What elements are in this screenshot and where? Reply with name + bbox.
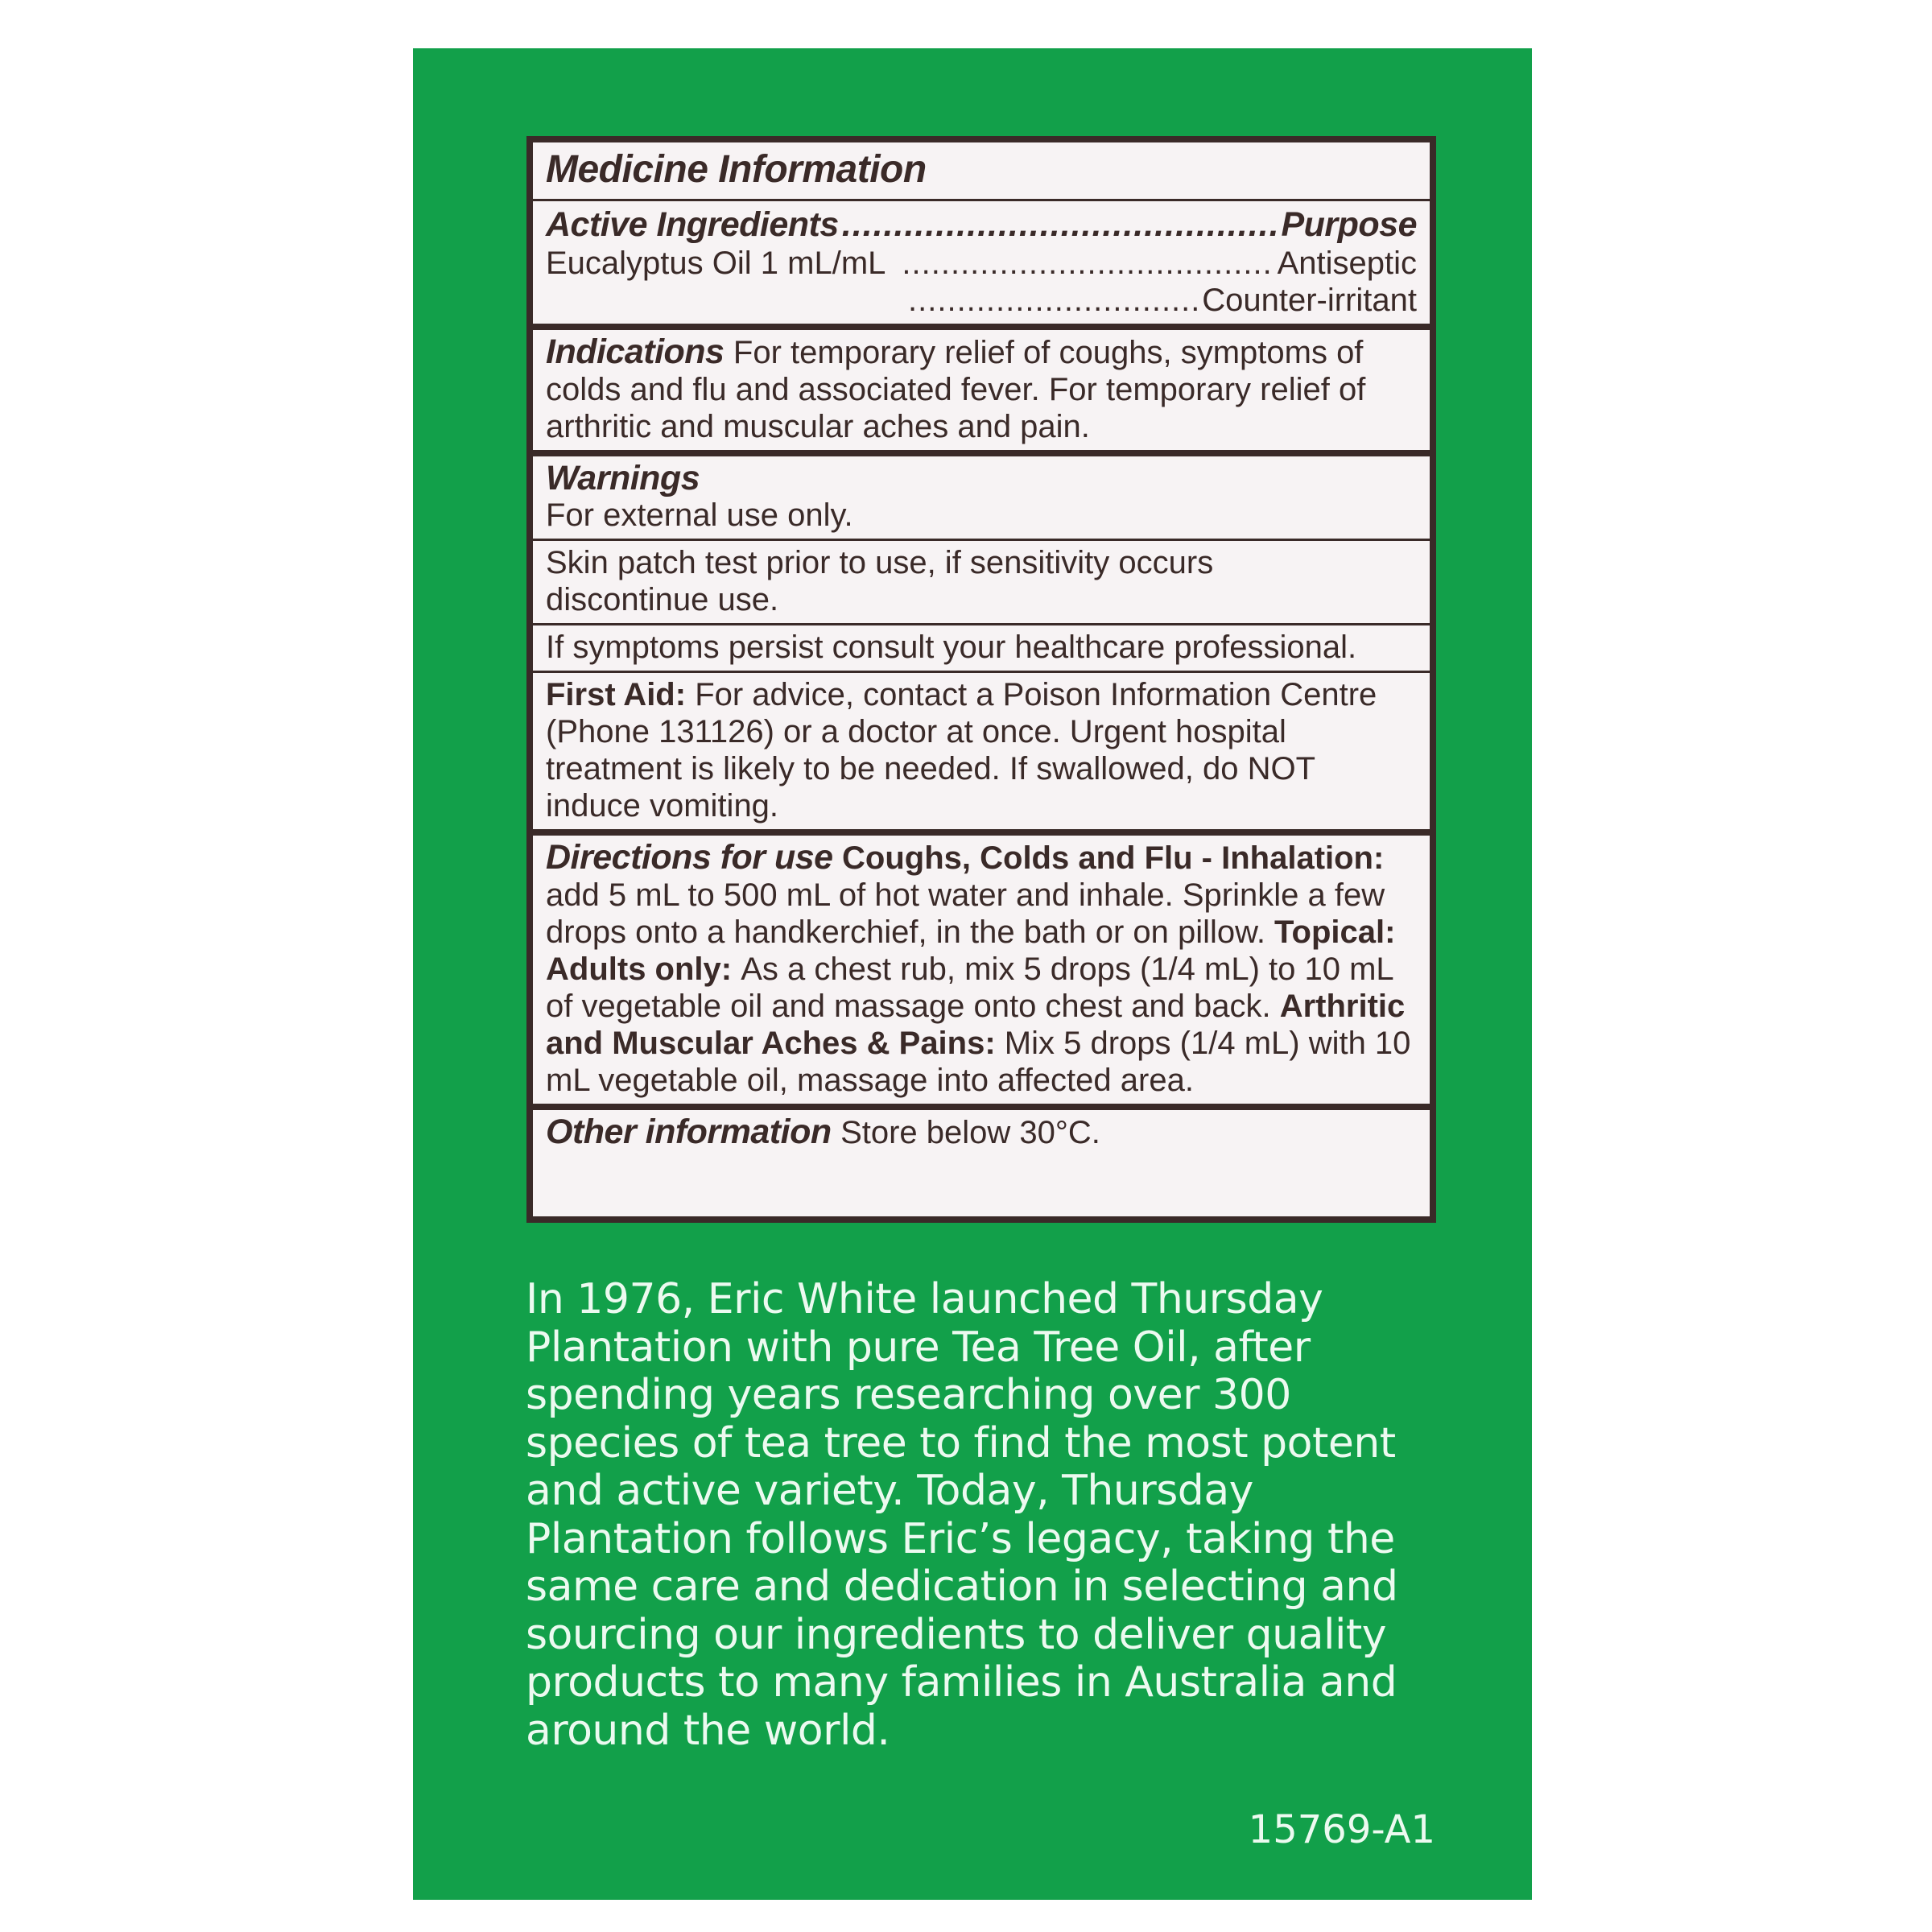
brand-story-paragraph: In 1976, Eric White launched Thursday Plantation with pure Tea Tree Oil, after spending years researching over 300 species of tea tree to find the most potent and active variety. Today, Thursday Plantation follows Eric’s legacy, taking the same care and dedication in selecting and sourcing our ingredients to deliver quality products to many families in Australia and around the world. [526, 1275, 1398, 1755]
first-aid-label: First Aid: [546, 677, 696, 712]
other-information-row [533, 1110, 1430, 1216]
directions-text-aches: Mix 5 drops (1/4 mL) with 10 mL vegetable oil, massage into affected area. [546, 1026, 1411, 1098]
warning-patch-test: Skin patch test prior to use, if sensitivity occurs discontinue use. [546, 545, 1214, 617]
warnings-header: Warnings [546, 459, 700, 497]
medicine-information-title-row [533, 142, 1430, 201]
indications-text: For temporary relief of coughs, symptoms of colds and flu and associated fever. For temporary relief of arthritic and muscular aches and pain. [546, 335, 1366, 444]
directions-label-aches: Arthritic and Muscular Aches & Pains: [546, 989, 1406, 1061]
first-aid-text: For advice, contact a Poison Information Centre (Phone 131126) or a doctor at once. Urgent hospital treatment is likely to be needed. If swallowed, do NOT induce vomiting. [546, 677, 1377, 824]
directions-row [533, 836, 1430, 1110]
warning-symptoms-persist: If symptoms persist consult your healthcare professional. [546, 630, 1357, 665]
active-ingredients-header: Active Ingredients [546, 205, 839, 244]
directions-text-inhalation: add 5 mL to 500 mL of hot water and inhale. Sprinkle a few drops onto a handkerchief, in the bath or on pillow. [546, 877, 1385, 950]
medicine-information-title: Medicine Information [546, 148, 927, 191]
purpose-line-2 [546, 282, 1417, 319]
leader-dots [902, 245, 1274, 282]
active-ingredients-header-line [546, 204, 1417, 245]
leader-dots [842, 204, 1278, 245]
warning-external-use: For external use only. [546, 497, 853, 533]
purpose-counter-irritant: Counter-irritant [1202, 283, 1417, 318]
directions-label-inhalation: Coughs, Colds and Flu - Inhalation: [842, 840, 1385, 876]
medicine-information-box [526, 136, 1436, 1223]
warnings-row [533, 456, 1430, 541]
directions-text-topical: As a chest rub, mix 5 drops (1/4 mL) to 10 mL of vegetable oil and massage onto chest and back. [546, 952, 1393, 1024]
warning-patch-test-row [533, 541, 1430, 625]
medicine-information-table [533, 142, 1430, 1216]
indications-row [533, 330, 1430, 456]
packaging-panel [413, 48, 1532, 1900]
ingredient-name: Eucalyptus Oil 1 mL/mL [546, 246, 886, 281]
product-code: 15769-A1 [1248, 1807, 1435, 1852]
ingredient-line [546, 245, 1417, 282]
purpose-header: Purpose [1281, 205, 1417, 244]
other-information-text: Store below 30°C. [840, 1115, 1100, 1150]
directions-header: Directions for use [546, 838, 843, 877]
active-ingredients-row [533, 201, 1430, 330]
other-information-header: Other information [546, 1113, 841, 1151]
first-aid-row [533, 673, 1430, 836]
leader-dots [908, 282, 1199, 319]
directions-label-topical: Topical: Adults only: [546, 914, 1396, 987]
indications-header: Indications [546, 332, 733, 371]
purpose-antiseptic: Antiseptic [1277, 246, 1417, 281]
warning-symptoms-row [533, 625, 1430, 673]
